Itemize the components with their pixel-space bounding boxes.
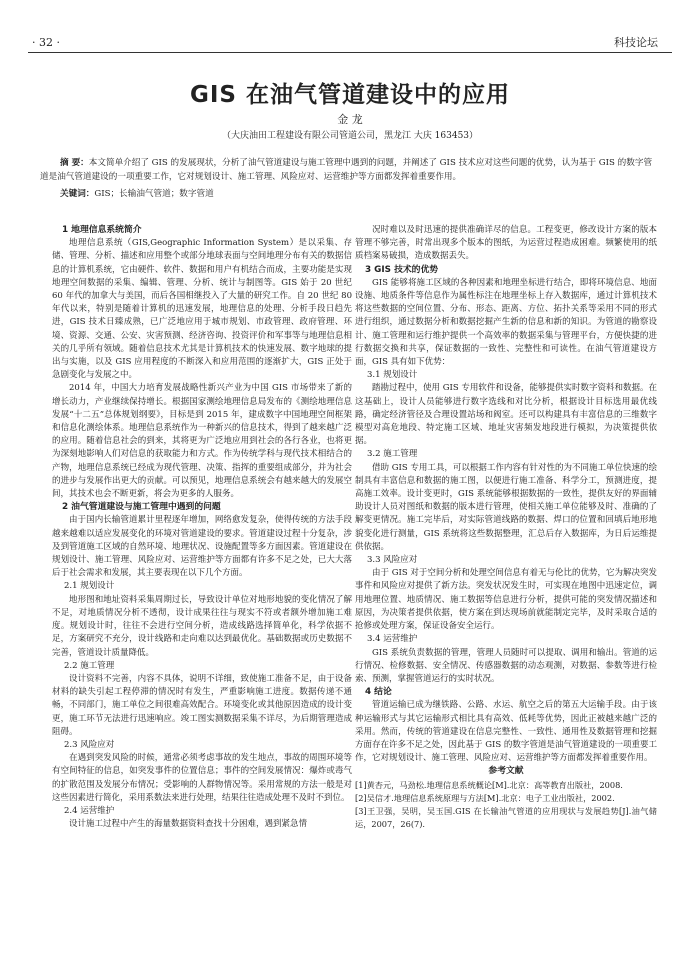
subsection-heading: 2.3 风险应对: [64, 739, 115, 750]
section-heading: 1 地理信息系统简介: [62, 225, 142, 235]
paragraph: 设计资料不完善，内容不具体，说明不详细，致使施工准备不足，由于设备材料的缺失引起工程停滞的情况时有发生，严重影响施工进度。数据传递不通畅，不同部门，施工单位之间很难高效配合。环境变化或其他原因造成的设计变更，施工环节无法进行迅速响应。竣工图实测数据采集不详尽，为后期管理造成阻碍。: [52, 673, 352, 737]
reference-item: [1]黄杏元，马劲松.地理信息系统概论[M].北京：高等教育出版社，2008.: [355, 779, 623, 790]
subsection-heading: 3.3 风险应对: [367, 555, 418, 566]
paragraph: GIS 能够将施工区域的各种因素和地理坐标进行结合，即将环境信息、地面设施、地质条件等信息作为属性标注在地理坐标上存入数据库，通过计算机技术将这些数据的空间位置、分布、形态、距离、方位、拓扑关系等采用不同的形式进行组织，通过数据分析和数据挖掘产生新的信息和新的知识。为管道的勘察设计、施工管理和运行维护提供一个高效率的数据采集与管理平台，方便快捷的进行数据交换和共享，保证数据的一致性、完整性和可读性。在油气管道建设方面，GIS 具有如下优势：: [355, 277, 657, 368]
left-column: [52, 224, 352, 831]
subsection-heading: 3.2 施工管理: [367, 449, 418, 460]
paragraph: 设计施工过程中产生的海量数据资料查找十分困难，遇到紧急情: [69, 819, 308, 830]
abstract: [40, 157, 660, 184]
subsection-heading: 2.4 运营维护: [64, 805, 115, 816]
subsection-heading: 2.2 施工管理: [64, 660, 115, 671]
paragraph: 管道运输已成为继铁路、公路、水运、航空之后的第五大运输手段。由于该种运输形式与其它运输形式相比具有高效、低耗等优势，因此正被越来越广泛的采用。然而，传统的管道建设在信息完整性、一致性、通用性及数据管理和挖掘方面存在许多不足之处，因此基于 GIS 的数字管道是油气管道建设的一项重要工作，它对规划设计、施工管理、风险应对、运营维护等方面都发挥着重要作用。: [355, 700, 657, 764]
keywords: [60, 187, 214, 199]
reference-item: [3]王卫强，吴明，吴玉国.GIS 在长输油气管道的应用现状与发展趋势[J].油气储运，2007，26(7).: [355, 805, 657, 830]
keywords-text: GIS；长输油气管道；数字管道: [94, 189, 214, 199]
references-heading: 参考文献: [488, 766, 524, 777]
subsection-heading: 3.1 规划设计: [367, 370, 418, 381]
keywords-label: 关键词：: [60, 189, 95, 199]
article-title: GIS 在油气管道建设中的应用: [189, 82, 510, 108]
paragraph: 由于国内长输管道累计里程逐年增加，网络愈发复杂，使得传统的方法手段越来越难以适应发展变化的环境对管道建设的要求。管道建设过程十分复杂，涉及到管道施工区域的自然环境、地理状况、设施配置等多方面因素。管道建设在规划设计、施工管理、风险应对、运营维护等方面都有许多不足之处，已大大落后于社会需求和发展，其主要表现在以下几个方面。: [52, 515, 352, 579]
paragraph: 由于 GIS 对于空间分析和处理空间信息有着无与伦比的优势，它为解决突发事件和风险应对提供了新方法。突发状况发生时，可实现在地图中迅速定位，调用地理位置、地质情况、施工数据等信息进行分析，提供可能的突发情况描述和原因，为决策者提供依据，使方案在到达现场前就能制定完毕，及时采取合适的抢修或处理方案，保证设备安全运行。: [355, 568, 657, 632]
abstract-text: 本文简单介绍了 GIS 的发展现状，分析了油气管道建设与施工管理中遇到的问题，并阐述了 GIS 技术应对这些问题的优势，认为基于 GIS 的数字管道是油气管道建设的一项重要工作，它对规划设计、施工管理、风险应对、运营维护等方面都发挥着重要作用。: [40, 158, 653, 182]
reference-item: [2]吴信才.地理信息系统原理与方法[M].北京：电子工业出版社，2002.: [355, 792, 615, 803]
section-heading: 3 GIS 技术的优势: [365, 264, 439, 275]
paragraph: 地形图和地址资料采集周期过长，导致设计单位对地形地貌的变化情况了解不足，对地质情况分析不透彻，设计成果往往与现实不符或者额外增加施工难度。规划设计时，往往不会进行空间分析，造成线路选择简单化，科学依据不足，方案研究不充分，设计线路和走向难以达到最优化。基础数据或历史数据不完善，管道设计质量降低。: [52, 594, 352, 658]
paragraph: 在遇到突发风险的时候，通常必须考虑事故的发生地点，事故的周围环境等有空间特征的信息，如突发事件的位置信息；事件的空间发展情况：爆炸或毒气的扩散范围及发展分布情况；受影响的人群物情况等。采用常规的方法一般是对这些因素进行简化，采用系数法来进行处理，结果往往造成处理不及时不到位。: [52, 753, 352, 803]
author: 金 龙: [337, 113, 363, 126]
affiliation: （大庆油田工程建设有限公司管道公司，黑龙江 大庆 163453）: [221, 131, 479, 141]
paragraph: GIS 系统负责数据的管理，管理人员随时可以提取、调用和输出。管道的运行情况、检修数据、安全情况、传感器数据的动态观测，对数据、参数等进行检索、预测，掌握管道运行的实时状况。: [355, 647, 657, 684]
paragraph: 况时难以及时迅速的提供准确详尽的信息。工程变更，修改设计方案的版本管理不够完善，时常出现多个版本的图纸，为运营过程造成困难。频繁使用的纸质档案易破损，造成数据丢失。: [355, 225, 657, 262]
right-column: [355, 224, 657, 831]
paragraph: 踏勘过程中，使用 GIS 专用软件和设备，能够提供实时数字资料和数据。在这基础上，设计人员能够进行数字选线和对比分析，根据设计目标选用最优线路，确定经济管径及合理设置站场和阀室。还可以构建具有丰富信息的三维数字模型对高危地段、特定施工区域、地址灾害频发地段进行模拟，为决策提供依据。: [355, 383, 657, 447]
subsection-heading: 3.4 运营维护: [367, 634, 418, 645]
section-heading: 2 油气管道建设与施工管理中遇到的问题: [62, 502, 221, 513]
abstract-label: 摘 要：: [60, 158, 89, 168]
subsection-heading: 2.1 规划设计: [64, 581, 115, 592]
paragraph: 地理信息系统（GIS,Geographic Information System）是以采集、存储、管理、分析、描述和应用整个或部分地球表面与空间地理分布有关的数据信息的计算机系统，它由硬件、软件、数据和用户有机结合而成，主要功能是实现地理空间数据的采集、编辑、管理、分析、统计与制图等。GIS 始于 20 世纪 60 年代的加拿大与美国，而后各国相继投入了大量的研究工作。自 20 世纪 80 年代以来，特别是随着计算机的迅速发展，地理信息的处理、分析手段日趋先进，GIS 技术日臻成熟，已广泛地应用于城市规划、市政管理、政府管理、环境、资源、交通、公安、灾害预测、经济咨询、投资评价和军事等与地理信息相关的几乎所有领域。随着信息技术尤其是计算机技术的快速发展、数字地球的提出与实施，以及 GIS 应用程度的不断深入和应用范围的逐渐扩大，GIS 正处于急剧变化与发展之中。: [52, 238, 352, 381]
paragraph: 借助 GIS 专用工具，可以根据工作内容有针对性的为不同施工单位快速的绘制具有丰富信息和数据的施工图，以便进行施工准备、科学分工，预测进度，提高施工效率。设计变更时，GIS 系统能够根据数据的一致性，提供友好的界面辅助设计人员对图纸和数据的版本进行管理，使相关施工单位能够及时、准确的了解变更情况。施工完毕后，对实际管道线路的数据、焊口的位置和回填后地形地貌变化进行测量，GIS 系统将这些数据整理，汇总后存入数据库，为日后运维提供依据。: [355, 462, 657, 552]
paragraph: 2014 年，中国大力培育发展战略性新兴产业为中国 GIS 市场带来了新的增长动力，产业继续保持增长。根据国家测绘地理信息局发布的《测绘地理信息发展“十二五”总体规划纲要》，目标是到 2015 年，建成数字中国地理空间框架和信息化测绘体系。地理信息系统作为一种新兴的信息技术，得到了越来越广泛的应用。随着信息社会的到来，其将更为广泛地应用到社会的各行各业，也将更为深刻地影响人们对信息的获取能力和方式。作为传统学科与现代技术相结合的产物，地理信息系统已经成为现代管理、决策、指挥的重要组成部分，并为社会的进步与发展作出更大的贡献。可以预见，地理信息系统会有越来越大的发展空间，其技术也会不断更新，将会为更多的人服务。: [52, 383, 352, 500]
running-header: [28, 34, 672, 53]
page-number: · 32 ·: [32, 36, 60, 49]
journal-name: 科技论坛: [614, 36, 658, 49]
section-heading: 4 结论: [365, 687, 392, 698]
